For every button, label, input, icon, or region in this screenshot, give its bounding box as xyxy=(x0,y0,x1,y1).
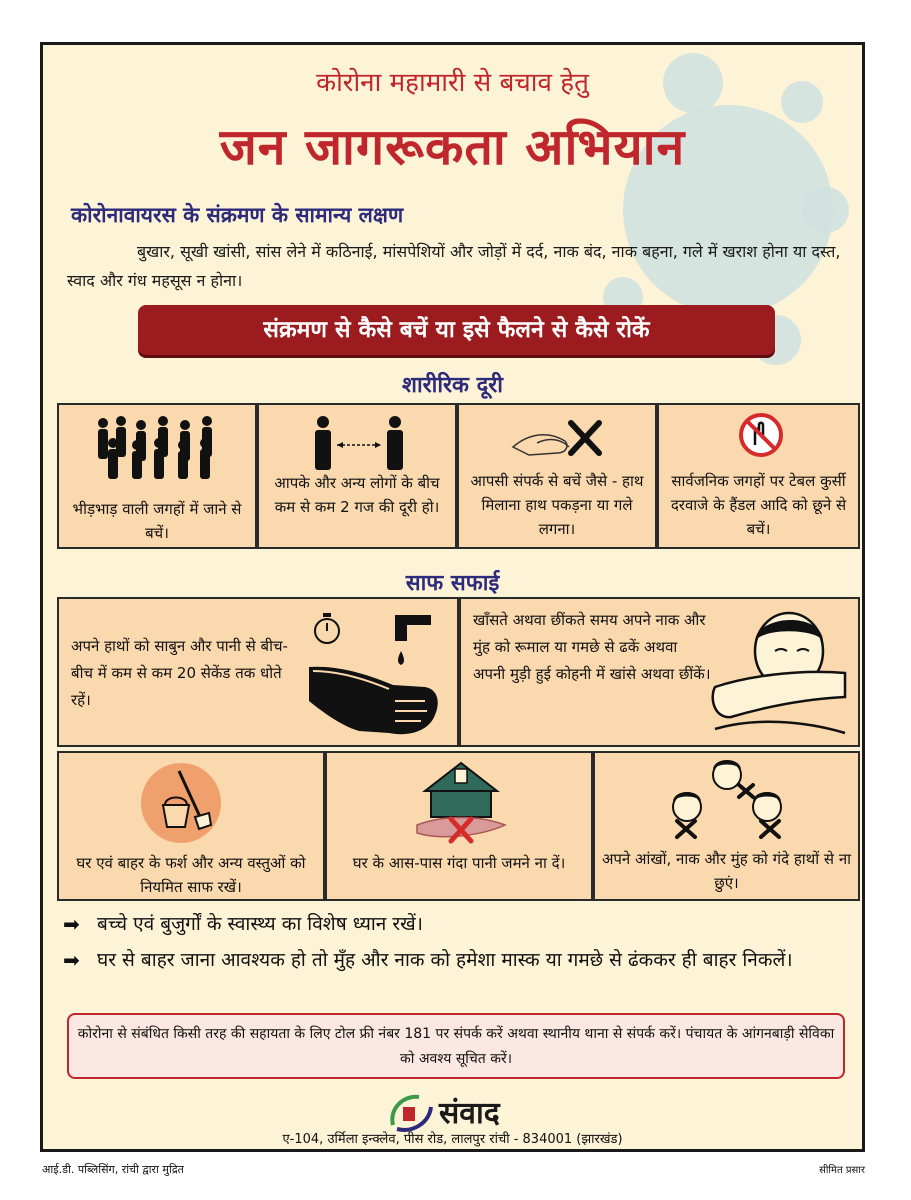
distancing-card-text: भीड़भाड़ वाली जगहों में जाने से बचें। xyxy=(72,500,242,542)
helpline-box: कोरोना से संबंधित किसी तरह की सहायता के लिए टोल फ्री नंबर 181 पर संपर्क करें अथवा स्थानीय थाना से संपर्क करें। पंचायत के आंगनबाड़ी सेविका को अवश्य सूचित करें। xyxy=(67,1013,845,1079)
distancing-card xyxy=(457,403,657,549)
hygiene-heading: साफ सफाई xyxy=(405,571,500,596)
handwash-icon xyxy=(299,605,449,743)
distancing-card-text: आपके और अन्य लोगों के बीच कम से कम 2 गज की दूरी हो। xyxy=(274,474,440,516)
distancing-card xyxy=(257,403,457,549)
distancing-card xyxy=(657,403,860,549)
hygiene-card xyxy=(57,751,325,901)
cleaning-bucket-icon xyxy=(139,761,223,845)
prevention-banner: संक्रमण से कैसे बचें या इसे फैलने से कैसे रोकें xyxy=(138,305,775,355)
poster-subtitle: कोरोना महामारी से बचाव हेतु xyxy=(316,68,589,98)
arrow-right-icon: ➡ xyxy=(63,912,80,936)
advice-text: घर से बाहर जाना आवश्यक हो तो मुँह और नाक को हमेशा मास्क या गमछे से ढंककर ही बाहर निकलें। xyxy=(97,949,793,971)
distancing-card xyxy=(57,403,257,549)
logo-text: संवाद xyxy=(439,1096,500,1131)
hygiene-card xyxy=(57,597,459,747)
advice-text: बच्चे एवं बुजुर्गों के स्वास्थ्य का विशेष ध्यान रखें। xyxy=(97,913,423,935)
handshake-crossed-icon xyxy=(509,413,609,469)
hygiene-card xyxy=(593,751,860,901)
printer-credit: आई.डी. पब्लिसिंग, रांची द्वारा मुद्रित xyxy=(42,1163,184,1176)
distancing-card-text: आपसी संपर्क से बचें जैसे - हाथ मिलाना हाथ पकड़ना या गले लगना। xyxy=(470,472,644,538)
symptoms-text: बुखार, सूखी खांसी, सांस लेने में कठिनाई, मांसपेशियों और जोड़ों में दर्द, नाक बंद, नाक बहना, गले में खराश होना या दस्त, स्वाद और गंध महसूस न होना। xyxy=(67,242,841,290)
hygiene-card xyxy=(325,751,593,901)
crowd-icon xyxy=(93,415,223,481)
no-touch-icon xyxy=(737,411,785,459)
arrow-right-icon: ➡ xyxy=(63,948,80,972)
address: ए-104, उर्मिला इन्क्लेव, पीस रोड, लालपुर रांची - 834001 (झारखंड) xyxy=(282,1132,623,1147)
hygiene-card-text: घर एवं बाहर के फर्श और अन्य वस्तुओं को नियमित साफ रखें। xyxy=(76,854,306,896)
symptoms-heading: कोरोनावायरस के संक्रमण के सामान्य लक्षण xyxy=(71,203,404,227)
hygiene-card-text: अपने आंखों, नाक और मुंह को गंदे हाथों से ना छुएं। xyxy=(601,850,852,892)
distribution-note: सीमित प्रसार xyxy=(819,1165,865,1176)
two-people-distance-icon xyxy=(309,415,409,471)
hygiene-card-text: अपने हाथों को साबुन और पानी से बीच-बीच में कम से कम 20 सेकेंड तक धोते रहें। xyxy=(71,637,288,709)
hygiene-card-text: खाँसते अथवा छींकते समय अपने नाक और मुंह को रूमाल या गमछे से ढकें अथवा अपनी मुड़ी हुई कोहनी में खांसे अथवा छींकें। xyxy=(473,611,711,683)
distancing-card-text: सार्वजनिक जगहों पर टेबल कुर्सी दरवाजे के हैंडल आदि को छूने से बचें। xyxy=(670,472,847,538)
no-face-touch-icon xyxy=(665,757,791,843)
cough-elbow-icon xyxy=(705,607,855,743)
house-stagnant-water-icon xyxy=(413,759,509,847)
hygiene-card xyxy=(459,597,860,747)
samvad-logo-icon xyxy=(387,1093,435,1133)
hygiene-card-text: घर के आस-पास गंदा पानी जमने ना दें। xyxy=(352,854,566,872)
poster-title: जन जागरूकता अभियान xyxy=(219,118,686,176)
distancing-heading: शारीरिक दूरी xyxy=(402,373,503,398)
poster xyxy=(40,42,865,1152)
virus-decoration xyxy=(803,187,849,233)
